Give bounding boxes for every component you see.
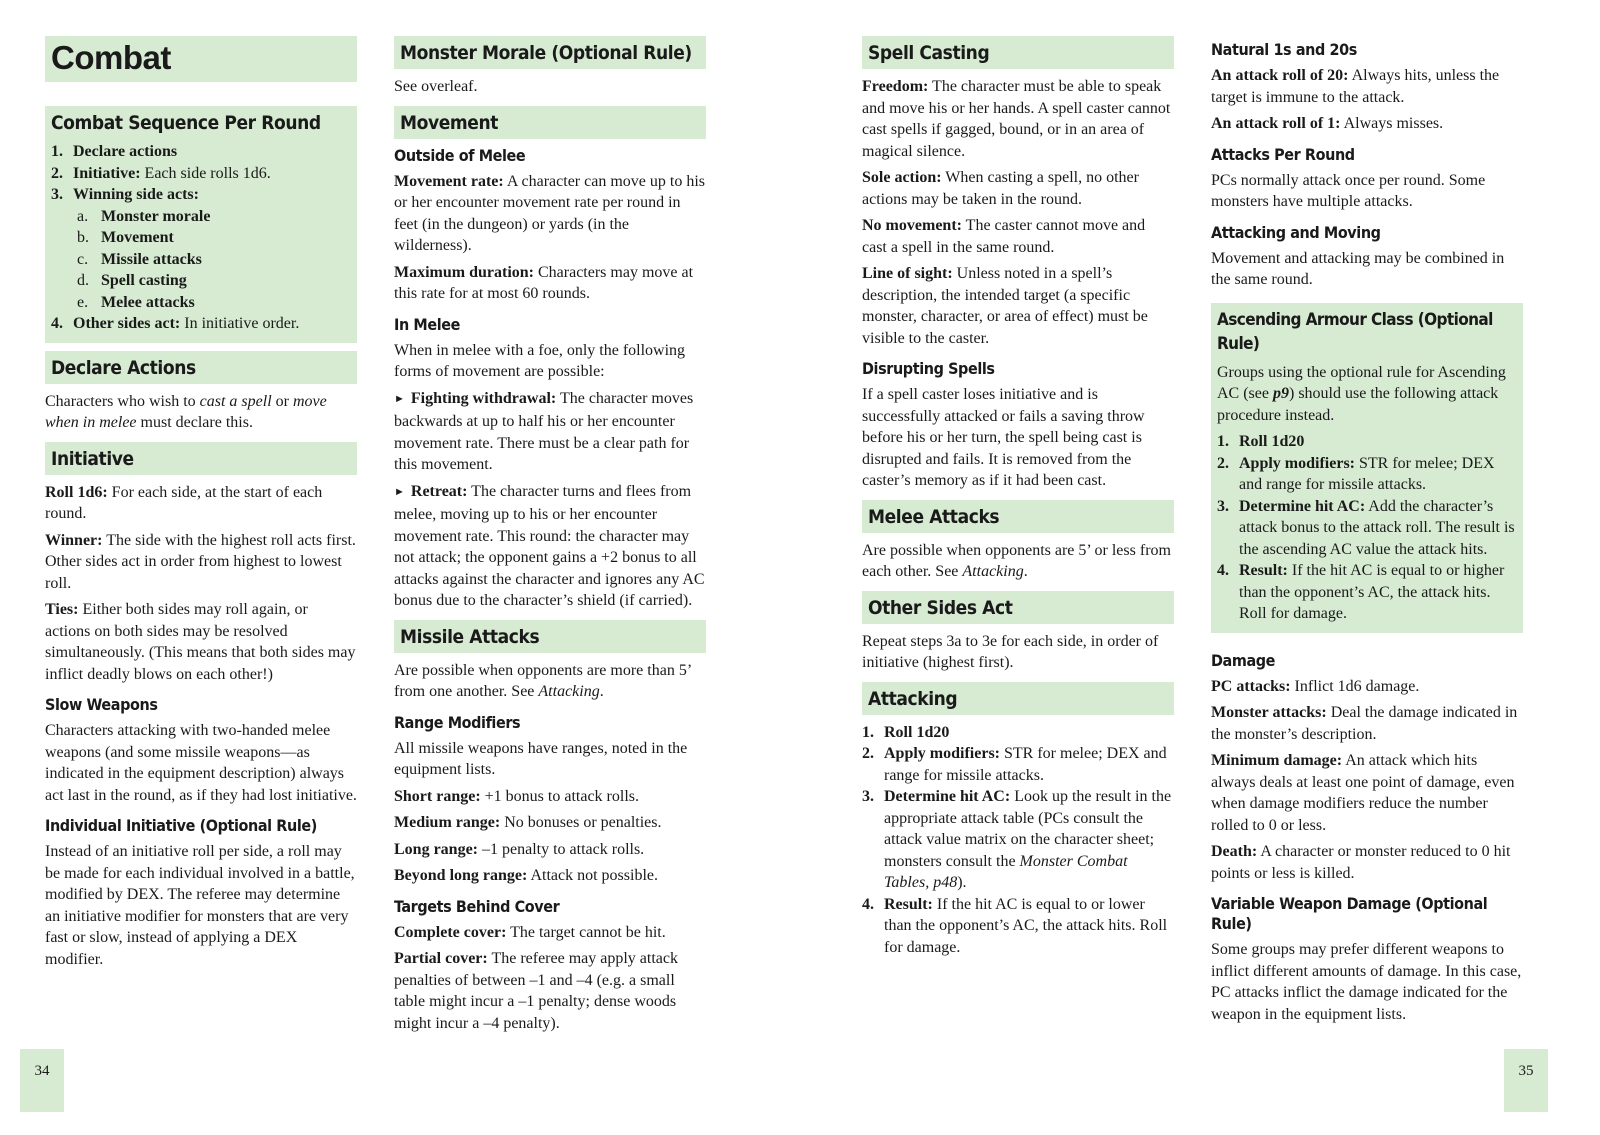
page-title: Combat [45, 36, 357, 82]
other-sides-act-heading: Other Sides Act [862, 591, 1174, 624]
column-2 [394, 36, 706, 1039]
combat-sequence-box [45, 106, 357, 343]
attacking-list [862, 722, 1174, 959]
declare-actions-text: Characters who wish to cast a spell or move when in melee must declare this. [45, 392, 327, 431]
list-item: 2. Apply modifiers: STR for melee; DEX and range for missile attacks. [862, 745, 1167, 784]
attacking-heading: Attacking [862, 682, 1174, 715]
list-item: e. Melee attacks [77, 293, 195, 311]
list-item: 4. Other sides act: In initiative order. [51, 315, 300, 332]
column-1 [45, 36, 357, 975]
list-item: 2. Initiative: Each side rolls 1d6. [51, 164, 271, 182]
movement-rate: Movement rate: A character can move up to his or her encounter movement rate per round in feet (in the dungeon) or yards (in the wilderness). [394, 172, 705, 254]
list-item: c. Missile attacks [77, 250, 202, 268]
individual-initiative-heading: Individual Initiative (Optional Rule) [45, 816, 317, 835]
bullet-arrow-icon: ► [394, 485, 405, 498]
in-melee-heading: In Melee [394, 314, 460, 334]
spell-line-of-sight: Line of sight: Unless noted in a spell’s description, the intended target (a specific monster, character, or area of effect) must be visible to the caster. [862, 265, 1148, 347]
bullet-arrow-icon: ► [394, 392, 405, 405]
pc-attacks: PC attacks: Inflict 1d6 damage. [1211, 677, 1420, 695]
monster-morale-text: See overleaf. [394, 78, 478, 95]
individual-initiative-text: Instead of an initiative roll per side, a roll may be made for each individual involved in a battle, modified by DEX. The referee may determine an initiative modifier for monsters that are very fast or slow, instead of applying a DEX modifier. [45, 843, 355, 968]
list-item: 2. Apply modifiers: STR for melee; DEX and range for missile attacks. [1217, 454, 1495, 493]
long-range: Long range: –1 penalty to attack rolls. [394, 840, 645, 858]
maximum-duration: Maximum duration: Characters may move at this rate for at most 60 rounds. [394, 263, 694, 302]
range-modifiers-heading: Range Modifiers [394, 712, 521, 732]
list-item: 1. Declare actions [51, 143, 178, 160]
list-item: d. Spell casting [77, 272, 187, 289]
declare-actions-heading: Declare Actions [45, 351, 357, 384]
attacking-and-moving-text: Movement and attacking may be combined in the same round. [1211, 249, 1505, 288]
list-item: a. Monster morale [77, 207, 211, 225]
page-number-left: 34 [20, 1049, 64, 1112]
disrupting-spells-heading: Disrupting Spells [862, 359, 995, 378]
monster-morale-heading: Monster Morale (Optional Rule) [394, 36, 706, 69]
death: Death: A character or monster reduced to 0 hit points or less is killed. [1211, 843, 1511, 882]
natural-rolls-heading: Natural 1s and 20s [1211, 40, 1357, 59]
combat-sequence-heading: Combat Sequence Per Round [51, 112, 321, 134]
melee-attacks-text: Are possible when opponents are 5’ or less from each other. See Attacking. [862, 541, 1171, 580]
ascending-ac-heading: Ascending Armour Class (Optional Rule) [1217, 309, 1493, 354]
variable-weapon-damage-heading: Variable Weapon Damage (Optional Rule) [1211, 894, 1488, 933]
list-item: 3. Determine hit AC: Add the character’s attack bonus to the attack roll. The result is the ascending AC value the attack hits. [1217, 497, 1515, 558]
variable-weapon-damage-text: Some groups may prefer different weapons to inflict different amounts of damage. In this case, PC attacks inflict the damage indicated for the weapon in the equipment lists. [1211, 941, 1522, 1023]
list-item: 4. Result: If the hit AC is equal to or lower than the opponent’s AC, the attack hits. Roll for damage. [862, 895, 1168, 956]
range-modifiers-text: All missile weapons have ranges, noted in the equipment lists. [394, 739, 688, 778]
column-3 [862, 36, 1174, 962]
slow-weapons-text: Characters attacking with two-handed melee weapons (and some missile weapons—as indicated in the equipment description) always act last in the round, as if they had lost initiative. [45, 722, 357, 804]
fighting-withdrawal: ► Fighting withdrawal: The character moves backwards at up to half his or her encounter movement rate. There must be a clear path for this movement. [394, 389, 694, 473]
list-item: 1. Roll 1d20 [1217, 433, 1305, 450]
missile-attacks-heading: Missile Attacks [394, 620, 706, 653]
movement-heading: Movement [394, 106, 706, 139]
ascending-ac-box [1211, 303, 1523, 633]
spell-sole-action: Sole action: When casting a spell, no other actions may be taken in the round. [862, 169, 1139, 208]
partial-cover: Partial cover: The referee may apply attack penalties of between –1 and –4 (e.g. a small table might incur a –1 penalty; dense woods might incur a –4 penalty). [394, 950, 678, 1032]
roll-of-20: An attack roll of 20: Always hits, unless the target is immune to the attack. [1211, 67, 1500, 106]
targets-behind-cover-heading: Targets Behind Cover [394, 896, 560, 916]
melee-attacks-heading: Melee Attacks [862, 500, 1174, 533]
spell-no-movement: No movement: The caster cannot move and cast a spell in the same round. [862, 217, 1146, 256]
column-4 [1211, 36, 1523, 1030]
in-melee-text: When in melee with a foe, only the following forms of movement are possible: [394, 341, 686, 380]
retreat: ► Retreat: The character turns and flees from melee, moving up to his or her encounter movement rate. This round: the character may not attack; the opponent gains a +2 bonus to all attacks against the character and ignores any AC bonus due to the character’s shield (if carried). [394, 482, 705, 609]
slow-weapons-heading: Slow Weapons [45, 695, 158, 714]
roll-of-1: An attack roll of 1: Always misses. [1211, 115, 1444, 132]
page-number-right: 35 [1504, 1049, 1548, 1112]
monster-attacks: Monster attacks: Deal the damage indicated in the monster’s description. [1211, 704, 1518, 743]
damage-heading: Damage [1211, 650, 1276, 670]
initiative-heading: Initiative [45, 442, 357, 475]
list-item: b. Movement [77, 229, 174, 246]
combat-sequence-list [51, 141, 351, 335]
attacks-per-round-heading: Attacks Per Round [1211, 144, 1355, 164]
spell-casting-heading: Spell Casting [862, 36, 1174, 69]
disrupting-spells-text: If a spell caster loses initiative and is successfully attacked or fails a saving throw before his or her turn, the spell being cast is disrupted and fails. It is removed from the caster’s memory as if it had been cast. [862, 386, 1145, 489]
beyond-long-range: Beyond long range: Attack not possible. [394, 867, 658, 884]
initiative-ties: Ties: Either both sides may roll again, or actions on both sides may be resolved simultaneously. (This means that both sides may inflict deadly blows on each other!) [45, 601, 356, 683]
outside-melee-heading: Outside of Melee [394, 145, 526, 165]
complete-cover: Complete cover: The target cannot be hit. [394, 923, 666, 941]
medium-range: Medium range: No bonuses or penalties. [394, 814, 662, 831]
spell-freedom: Freedom: The character must be able to speak and move his or her hands. A spell caster cannot cast spells if gagged, bound, or in an area of magical silence. [862, 78, 1171, 160]
winning-side-sublist [73, 206, 351, 314]
list-item: 3. Determine hit AC: Look up the result in the appropriate attack table (PCs consult the attack value matrix on the character sheet; monsters consult the Monster Combat Tables, p48). [862, 788, 1172, 891]
short-range: Short range: +1 bonus to attack rolls. [394, 787, 639, 805]
list-item: 1. Roll 1d20 [862, 723, 950, 741]
other-sides-act-text: Repeat steps 3a to 3e for each side, in order of initiative (highest first). [862, 632, 1159, 671]
initiative-roll: Roll 1d6: For each side, at the start of each round. [45, 483, 323, 522]
attacking-and-moving-heading: Attacking and Moving [1211, 222, 1381, 242]
ascending-ac-list [1217, 431, 1517, 625]
minimum-damage: Minimum damage: An attack which hits always deals at least one point of damage, even when damage modifiers reduce the number rolled to 0 or less. [1211, 752, 1515, 834]
ascending-ac-text: Groups using the optional rule for Ascending AC (see p9) should use the following attack procedure instead. [1217, 363, 1506, 424]
list-item: 4. Result: If the hit AC is equal to or higher than the opponent’s AC, the attack hits. Roll for damage. [1217, 562, 1505, 622]
attacks-per-round-text: PCs normally attack once per round. Some monsters have multiple attacks. [1211, 171, 1486, 210]
initiative-winner: Winner: The side with the highest roll acts first. Other sides act in order from highest to lowest roll. [45, 531, 356, 592]
missile-attacks-text: Are possible when opponents are more than 5’ from one another. See Attacking. [394, 661, 691, 700]
list-item: 3. Winning side acts: a. Monster morale b. Movement c. Missile attacks d. Spell casting e. Melee attacks [51, 184, 351, 313]
